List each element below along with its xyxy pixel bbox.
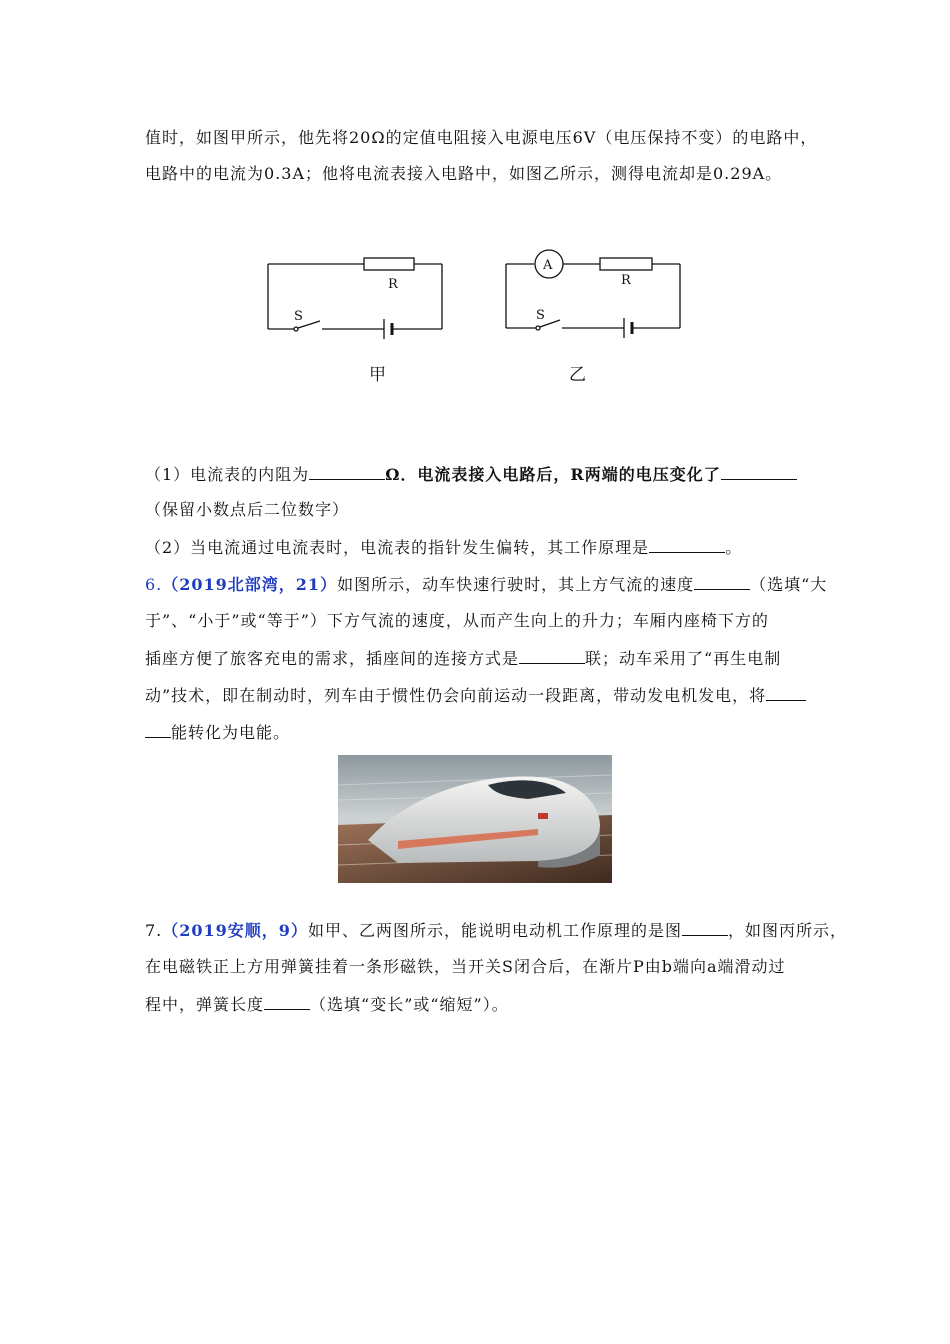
circuit-diagram-jia: [260, 250, 460, 345]
q6-text: 联；动车采用了“再生电制: [585, 649, 782, 668]
q5-part2: [145, 536, 742, 559]
q5-part1-text-a: （1）电流表的内阻为: [145, 465, 310, 484]
switch-label: S: [294, 309, 303, 324]
q7-text: 如甲、乙两图所示，能说明电动机工作原理的是图: [307, 921, 682, 940]
resistor-label: R: [621, 273, 631, 288]
q6-text: 插座方便了旅客充电的需求，插座间的连接方式是: [145, 649, 520, 668]
ammeter-label: A: [543, 258, 553, 273]
answer-blank: [694, 573, 750, 590]
answer-blank: [649, 536, 725, 553]
answer-blank: [264, 993, 310, 1010]
q7-line-2: 在电磁铁正上方用弹簧挂着一条形磁铁，当开关S闭合后，在渐片P由b端向a端滑动过: [145, 957, 786, 976]
q7-line-3: [145, 993, 509, 1016]
q6-text: 能转化为电能。: [171, 723, 291, 742]
q5-part1-note: （保留小数点后二位数字）: [145, 500, 350, 519]
q5-part1: [145, 463, 797, 486]
question-source: （2019安顺，9）: [162, 921, 308, 940]
high-speed-train-photo: [338, 755, 612, 883]
q6-line-5: [145, 721, 290, 744]
circuit-diagram-yi: [498, 245, 698, 345]
q6-text: 动”技术，即在制动时，列车由于惯性仍会向前运动一段距离，带动发电机发电，将: [145, 686, 767, 705]
question-source: （2019北部湾，21）: [162, 575, 338, 594]
q7-text: 程中，弹簧长度: [145, 995, 265, 1014]
question-number: 6.: [145, 575, 163, 594]
q6-text: 如图所示，动车快速行驶时，其上方气流的速度: [337, 575, 695, 594]
q6-line-2: 于”、“小于”或“等于”）下方气流的速度，从而产生向上的升力；车厢内座椅下方的: [145, 611, 769, 630]
q7-text: ，如图丙所示，: [727, 921, 847, 940]
question-number: 7.: [145, 921, 163, 940]
q5-part2-end: 。: [725, 538, 743, 557]
switch-s: [294, 327, 298, 331]
answer-blank: [721, 463, 797, 480]
intro-line-2: 电路中的电流为0.3A；他将电流表接入电路中，如图乙所示，测得电流却是0.29A。: [145, 164, 783, 183]
q5-part2-text: （2）当电流通过电流表时，电流表的指针发生偏转，其工作原理是: [145, 538, 650, 557]
switch-label: S: [536, 308, 545, 323]
q6-line-4: [145, 684, 806, 707]
answer-blank: [309, 463, 385, 480]
caption-yi: 乙: [569, 365, 586, 385]
caption-jia: 甲: [369, 365, 386, 385]
resistor-r: [364, 258, 414, 270]
q6-text: （选填“大: [750, 575, 828, 594]
answer-blank: [682, 919, 728, 936]
q5-part1-text-b: Ω．电流表接入电路后，R两端的电压变化了: [385, 465, 721, 484]
answer-blank: [766, 684, 806, 701]
resistor-label: R: [388, 277, 398, 292]
switch-s: [536, 326, 540, 330]
intro-line-1: 值时，如图甲所示，他先将20Ω的定值电阻接入电源电压6V（电压保持不变）的电路中，: [145, 128, 818, 147]
answer-blank: [519, 647, 585, 664]
q7-text: （选填“变长”或“缩短”）。: [310, 995, 509, 1014]
q6-line-3: [145, 647, 781, 670]
resistor-r: [600, 258, 652, 270]
answer-blank: [145, 721, 171, 738]
q6-line-1: [145, 573, 827, 596]
q7-line-1: [145, 919, 847, 942]
